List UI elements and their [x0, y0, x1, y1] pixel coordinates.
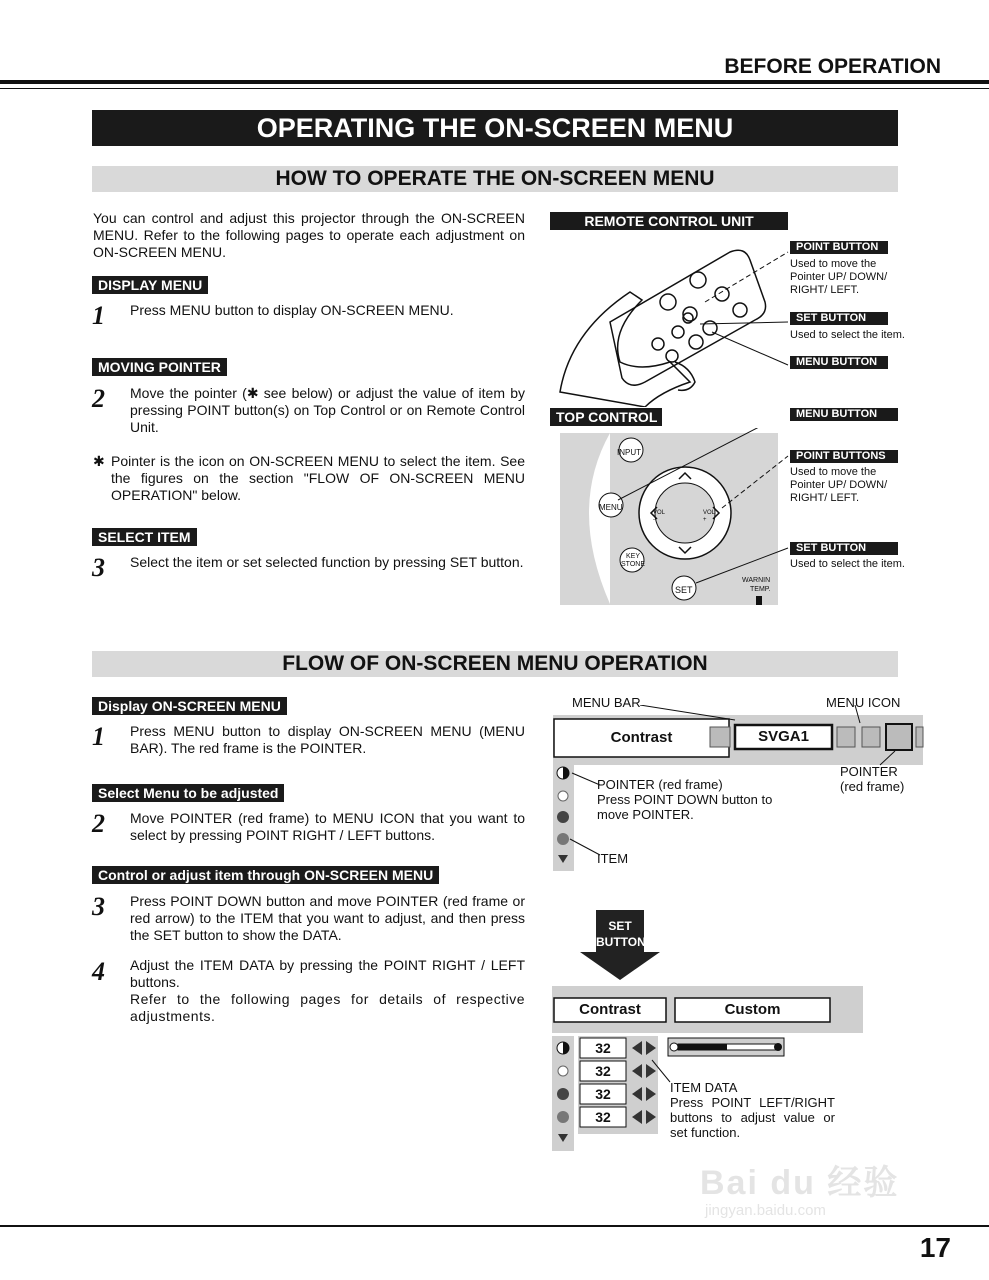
top-rule — [0, 80, 989, 84]
step-number: 4 — [92, 957, 105, 986]
intro-text: You can control and adjust this projector through the ON-SCREEN MENU. Refer to the following pages to operate each adjustment on ON-SCREEN MENU. — [93, 210, 525, 260]
pointer-callout-right: POINTER (red frame) — [840, 764, 905, 794]
warning-indicator: WARNIN — [742, 577, 771, 584]
vol-plus-button[interactable]: VOL + — [703, 510, 715, 523]
point-button-label: POINT BUTTON — [790, 241, 888, 254]
how-to-title: HOW TO OPERATE THE ON-SCREEN MENU — [92, 166, 898, 192]
select-item-label: SELECT ITEM — [92, 528, 197, 546]
pointer-note: Pointer is the icon on ON-SCREEN MENU to select the item. See the figures on the section "FLOW OF ON-SCREEN MENU OPERATION" below. — [111, 453, 525, 503]
set-button-label: SET BUTTON — [790, 542, 898, 555]
top-control-label: TOP CONTROL — [550, 408, 662, 426]
item-callout: ITEM — [597, 851, 629, 866]
page-number: 17 — [919, 1232, 951, 1263]
set-button-arrow-line2: BUTTON — [596, 935, 646, 949]
item-value: 32 — [595, 1109, 611, 1125]
item-contrast: Contrast — [579, 1001, 641, 1018]
remote-control-label: REMOTE CONTROL UNIT — [550, 212, 788, 230]
pointer-callout-left: POINTER (red frame) Press POINT DOWN button to move POINTER. — [597, 777, 773, 822]
menu-button-label: MENU BUTTON — [790, 408, 898, 421]
set-button-desc: Used to select the item. — [790, 329, 905, 341]
flow-title: FLOW OF ON-SCREEN MENU OPERATION — [92, 651, 898, 677]
point-buttons-desc: Used to move the Pointer UP/ DOWN/ RIGHT/ LEFT. — [790, 466, 888, 504]
step-text: Press POINT DOWN button and move POINTER (red frame or red arrow) to the ITEM that you want to adjust, and then press the SET button to show the DATA. — [130, 893, 525, 943]
step-number: 2 — [92, 809, 105, 838]
point-buttons-label: POINT BUTTONS — [790, 450, 898, 463]
step-text: Move the pointer (✱ see below) or adjust the value of item by pressing POINT button(s) on Top Control or on Remote Control Unit. — [130, 385, 525, 435]
item-value: 32 — [595, 1086, 611, 1102]
display-onscreen-label: Display ON-SCREEN MENU — [92, 697, 287, 715]
top-rule-thin — [0, 88, 989, 89]
menu-bar-contrast: Contrast — [610, 729, 673, 746]
menu-bar-callout: MENU BAR — [572, 695, 641, 710]
menu-icon-callout: MENU ICON — [826, 695, 901, 710]
moving-pointer-label: MOVING POINTER — [92, 358, 227, 376]
set-button-desc: Used to select the item. — [790, 558, 905, 570]
step-text: Press MENU button to display ON-SCREEN MENU (MENU BAR). The red frame is the POINTER. — [130, 723, 525, 756]
temp-indicator: TEMP. — [750, 586, 771, 593]
control-adjust-label: Control or adjust item through ON-SCREEN MENU — [92, 866, 439, 884]
watermark-url: jingyan.baidu.com — [705, 1202, 826, 1219]
step-number: 1 — [92, 722, 105, 751]
step-number: 3 — [92, 892, 105, 921]
set-button-arrow-line1: SET — [608, 919, 632, 933]
set-button[interactable]: SET — [675, 585, 693, 595]
input-button[interactable]: INPUT — [617, 448, 641, 457]
item-custom: Custom — [724, 1001, 781, 1018]
keystone-button[interactable]: KEY STONE — [621, 553, 645, 568]
step-text: Select the item or set selected function by pressing SET button. — [130, 554, 524, 570]
set-button-label: SET BUTTON — [790, 312, 888, 325]
step-number: 2 — [92, 384, 105, 413]
step-text: Refer to the following pages for details of respective adjustments. — [130, 991, 525, 1024]
item-data-callout: ITEM DATA Press POINT LEFT/RIGHT buttons to adjust value or set function. — [670, 1080, 835, 1140]
asterisk-icon: ✱ — [93, 453, 105, 469]
section-header: BEFORE OPERATION — [724, 55, 941, 78]
step-text: Adjust the ITEM DATA by pressing the POINT RIGHT / LEFT buttons. — [130, 957, 525, 990]
menu-button[interactable]: MENU — [599, 503, 623, 512]
watermark-logo: Bai du 经验 — [700, 1164, 900, 1202]
item-value: 32 — [595, 1063, 611, 1079]
point-button-desc: Used to move the Pointer UP/ DOWN/ RIGHT/ LEFT. — [790, 258, 888, 296]
select-menu-label: Select Menu to be adjusted — [92, 784, 284, 802]
step-number: 3 — [92, 553, 105, 582]
page-title: OPERATING THE ON-SCREEN MENU — [92, 110, 898, 146]
step-text: Press MENU button to display ON-SCREEN MENU. — [130, 302, 454, 318]
vol-minus-button[interactable]: VOL - — [653, 510, 665, 523]
menu-bar-svga: SVGA1 — [758, 728, 809, 745]
step-number: 1 — [92, 301, 105, 330]
item-value: 32 — [595, 1040, 611, 1056]
step-text: Move POINTER (red frame) to MENU ICON that you want to select by pressing POINT RIGHT / LEFT buttons. — [130, 810, 525, 843]
bottom-rule — [0, 1225, 989, 1227]
menu-button-label: MENU BUTTON — [790, 356, 888, 369]
remote-control-illustration — [550, 232, 800, 407]
display-menu-label: DISPLAY MENU — [92, 276, 208, 294]
